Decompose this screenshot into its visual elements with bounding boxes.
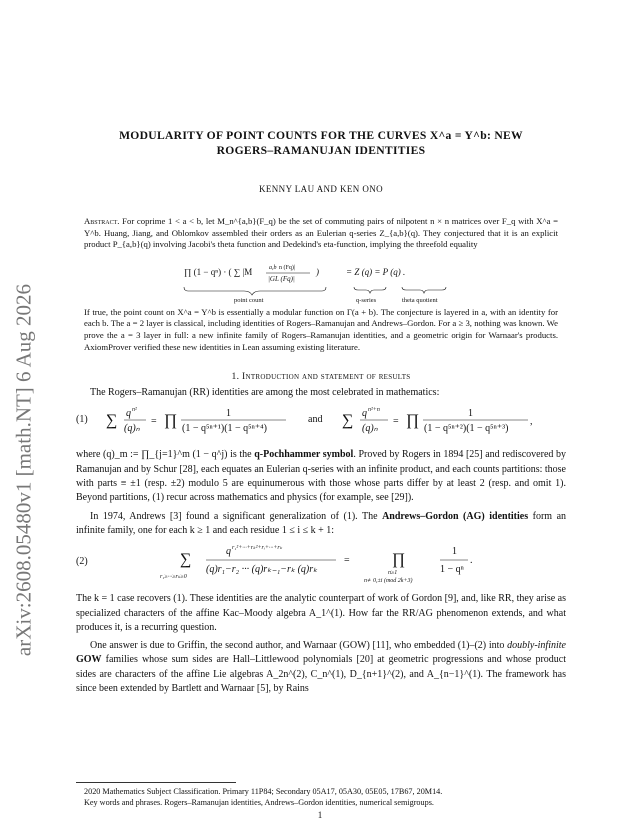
svg-text:∑: ∑ — [342, 412, 354, 430]
paragraph-4: The k = 1 case recovers (1). These identities are the analytic counterpart of work of Gordon [9], and, like RR, they arise as specialized characters of the affine Kac–Moody algebra A_1^(1). How far the RR/AG phenomenon extends, and what produces it, is a recurring question. — [76, 593, 567, 633]
svg-text:(1 − q⁵ⁿ⁺²)(1 − q⁵ⁿ⁺³): (1 − q⁵ⁿ⁺²)(1 − q⁵ⁿ⁺³) — [424, 423, 509, 435]
paragraph-3-bold: Andrews–Gordon (AG) identities — [382, 510, 529, 522]
svg-text:(1 − q⁵ⁿ⁺¹)(1 − q⁵ⁿ⁺⁴): (1 − q⁵ⁿ⁺¹)(1 − q⁵ⁿ⁺⁴) — [182, 423, 267, 435]
svg-text:n≥1: n≥1 — [388, 570, 398, 577]
svg-text:|GL (Fq)|: |GL (Fq)| — [268, 274, 295, 283]
equation-2-formula — [96, 538, 566, 588]
paper-page — [76, 128, 566, 696]
svg-text:1: 1 — [452, 546, 457, 558]
footnotes — [84, 786, 564, 808]
paragraph-2-part-a: where (q)_m := ∏_{j=1}^m (1 − q^j) is the — [76, 449, 255, 461]
svg-text:(q)ₙ: (q)ₙ — [362, 423, 378, 435]
paragraph-1: The Rogers–Ramanujan (RR) identities are among the most celebrated in mathematics: — [90, 387, 440, 399]
svg-text:): ) — [316, 266, 319, 277]
page-number: 1 — [317, 810, 323, 820]
paragraph-3-part-a: In 1974, Andrews [3] found a significant generalization of (1). The — [90, 510, 383, 522]
svg-text:r₁≥···≥rₖ≥0: r₁≥···≥rₖ≥0 — [160, 574, 187, 581]
arxiv-identifier-text: arXiv:2608.05480v1 [math.NT] 6 Aug 2026 — [11, 283, 36, 657]
abstract-label: Abstract. — [84, 216, 120, 226]
svg-text:n (Fq)|: n (Fq)| — [279, 264, 296, 271]
section-heading: 1. Introduction and statement of results — [231, 371, 411, 383]
svg-text:r₁²+···+rₖ²+rᵢ+···+rₖ: r₁²+···+rₖ²+rᵢ+···+rₖ — [232, 545, 283, 552]
paragraph-5-italic: doubly-infinite — [507, 640, 566, 652]
equation-1-formula — [96, 400, 566, 444]
equation-2-number: (2) — [76, 556, 88, 568]
paragraph-5-bold: GOW — [76, 654, 102, 666]
svg-text:.: . — [470, 555, 473, 567]
abstract-text-1: For coprime 1 < a < b, let M_n^{a,b}(F_q) be the set of commuting pairs of nilpotent n × n matrices over F_q with X^a = Y^b. Huang, Jiang, and Oblomkov assembled their orders as an Eulerian q-series Z_{a,b}(q). They conjectured that it is an explicit product P_{a,b}(q) involving Jacobi's theta function and Dedekind's eta-function, implying the threefold equality — [84, 216, 559, 250]
svg-text:1: 1 — [226, 408, 231, 420]
paragraph-3-part-b: form an infinite family, one for each k ≥ 1 and each residue 1 ≤ i ≤ k + 1: — [76, 510, 567, 536]
svg-text:= Z (q) = P (q) .: = Z (q) = P (q) . — [346, 266, 406, 277]
paragraph-5-part-a: One answer is due to Griffin, the second author, and Warnaar (GOW) [11], who embedded (1)–(2) into — [90, 640, 508, 652]
authors: KENNY LAU AND KEN ONO — [258, 184, 384, 194]
brace-label-point-count: point count — [234, 296, 264, 304]
svg-text:=: = — [393, 416, 399, 428]
svg-text:∑: ∑ — [106, 412, 118, 430]
svg-text:n≢0,±i (mod 2k+3): n≢0,±i (mod 2k+3) — [364, 578, 413, 585]
svg-text:∏: ∏ — [164, 412, 178, 430]
svg-text:q: q — [362, 408, 367, 420]
equation-1 — [76, 400, 566, 444]
paragraph-5-part-b: families whose sum sides are Hall–Littlewood polynomials [20] at geometric progressions and whose product sides are characters of the affine Lie algebras A_2n^(2), C_n^(1), D_{n+1}^(2), and A_{n−1}^(1). The framework has since been extended by Bartlett and Warnaar [5], by Rains — [76, 654, 566, 695]
paragraph-2 — [76, 448, 566, 505]
threefold-equality-formula — [84, 257, 558, 303]
brace-label-theta-quotient: theta quotient — [402, 296, 438, 304]
svg-text:q: q — [226, 546, 231, 558]
abstract-text-2: If true, the point count on X^a = Y^b is essentially a modular function on Γ(a + b). The conjecture is layered in a, with an identity for each b. The a = 2 layer is classical, including identities of Rogers–Ramanujan and Andrews–Gordon. For a ≥ 3, nothing was known. We prove the a = 3 layer in full: a new infinite family of Rogers–Ramanujan identities, and a geometric origin for Warnaar's products. AxiomProver verified these new identities in Lean assuming existing literature. — [84, 306, 558, 352]
equation-1-number: (1) — [76, 414, 88, 426]
svg-text:n²+n: n²+n — [368, 407, 380, 414]
svg-text:q: q — [126, 408, 131, 420]
abstract — [84, 216, 558, 353]
equation-2 — [76, 538, 566, 588]
paragraph-3 — [76, 510, 566, 539]
brace-label-q-series: q-series — [356, 296, 377, 304]
svg-text:,: , — [530, 416, 533, 428]
threefold-equality — [84, 257, 558, 303]
paragraph-2-bold: q-Pochhammer symbol — [254, 449, 354, 461]
svg-text:=: = — [344, 555, 350, 567]
svg-text:∏: ∏ — [406, 412, 420, 430]
svg-text:(q)r₁−r₂ ··· (q)rₖ₋₁−rₖ (q)rₖ: (q)r₁−r₂ ··· (q)rₖ₋₁−rₖ (q)rₖ — [206, 564, 318, 576]
svg-text:1: 1 — [468, 408, 473, 420]
paragraph-2-part-b: . Proved by Rogers in 1894 [25] and rediscovered by Ramanujan and by Schur [28], each equates an Eulerian q-series with an infinite product, and each counts partitions: those with parts ≡ ±1 (resp. ±2) modulo 5 are equinumerous with those whose parts differ by at least 2 (resp. and omit 1). Beyond partitions, (1) recur across mathematics and physics (for example, see [29]). — [76, 449, 567, 504]
svg-text:=: = — [151, 416, 157, 428]
footnote-keywords: Key words and phrases. Rogers–Ramanujan identities, Andrews–Gordon identities, numerical semigroups. — [84, 798, 434, 807]
equation-1-and: and — [308, 414, 323, 426]
arxiv-identifier — [4, 270, 44, 670]
svg-text:1 − qⁿ: 1 − qⁿ — [440, 564, 464, 576]
footnote-msc: 2020 Mathematics Subject Classification. Primary 11P84; Secondary 05A17, 05A30, 05E05, 17B67, 20M14. — [84, 787, 443, 796]
svg-text:∏ (1 − qⁿ) · ( ∑ |M: ∏ (1 − qⁿ) · ( ∑ |M — [184, 266, 253, 277]
title-line-2: ROGERS–RAMANUJAN IDENTITIES — [216, 144, 426, 157]
svg-text:(q)ₙ: (q)ₙ — [124, 423, 140, 435]
svg-text:a,b: a,b — [269, 264, 277, 271]
title-line-1: MODULARITY OF POINT COUNTS FOR THE CURVES X^a = Y^b: NEW — [119, 129, 523, 142]
svg-text:n²: n² — [132, 407, 137, 414]
paragraph-5 — [76, 639, 566, 696]
footnote-rule — [76, 782, 236, 783]
svg-text:∑: ∑ — [180, 551, 192, 569]
svg-text:∏: ∏ — [392, 551, 406, 569]
